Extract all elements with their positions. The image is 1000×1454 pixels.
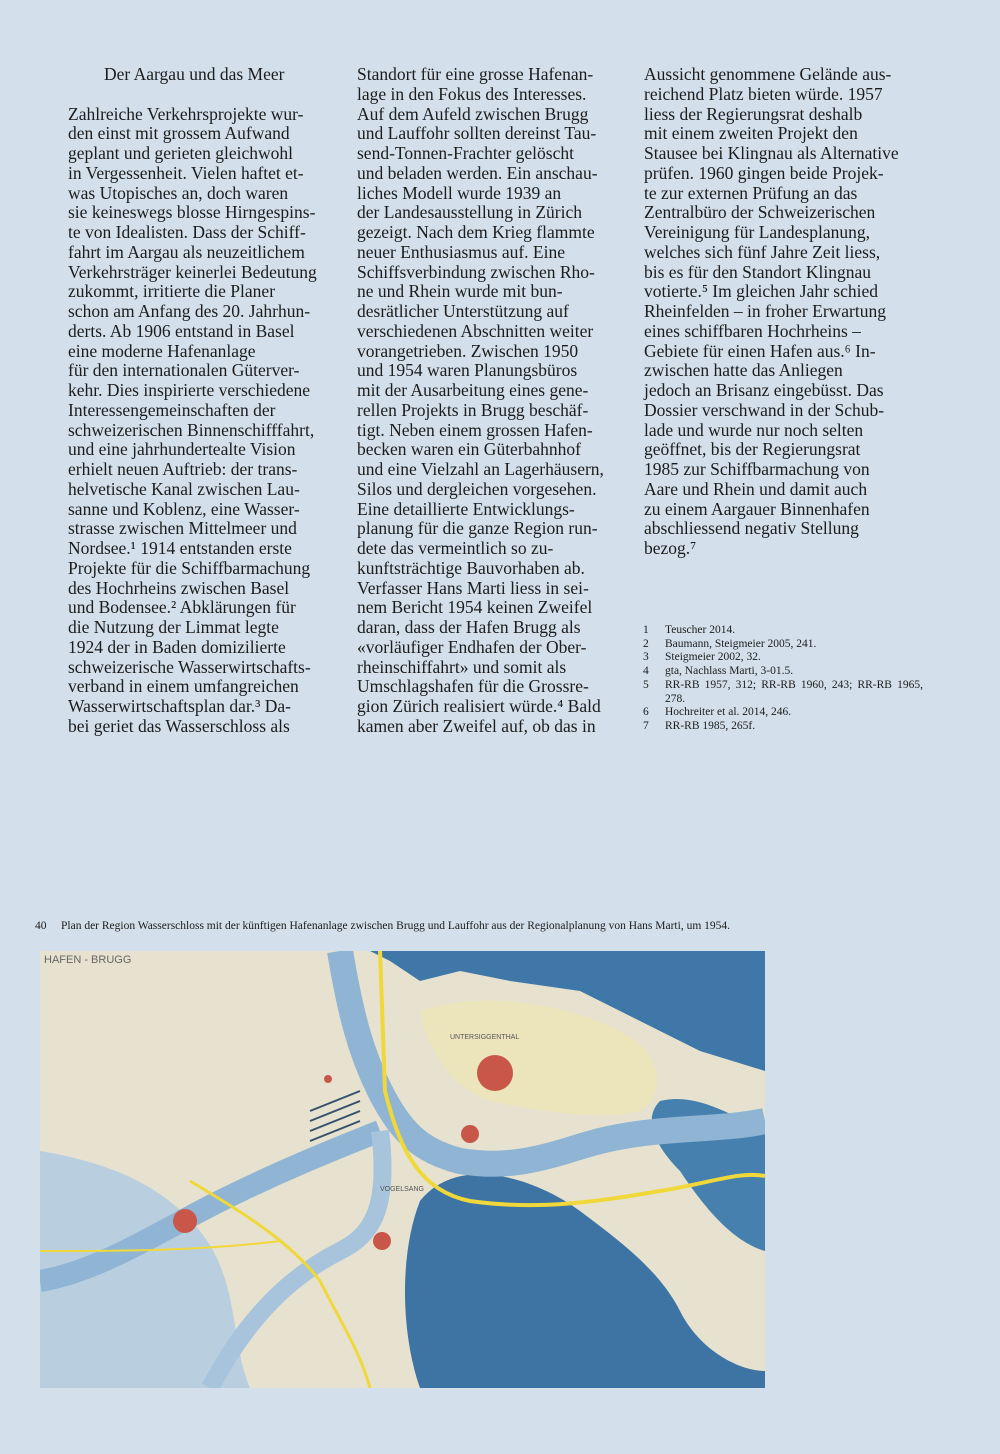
location-marker <box>173 1209 197 1233</box>
text-column-3: Aussicht genommene Gelände aus- reichend Platz bieten würde. 1957 liess der Regierungsrat deshalb mit einem zweiten Projekt den Stausee bei Klingnau als Alternative prüfen. 1960 gingen beide Projek- te zur externen Prüfung an das Zentralbüro der Schweizerischen Vereinigung für Landesplanung, welches sich fünf Jahre Zeit liess, bis es für den Standort Klingnau votierte.⁵ Im gleichen Jahr schied Rheinfelden – in froher Erwartung eines schiffbaren Hochrheins – Gebiete für einen Hafen aus.⁶ In- zwischen hatte das Anliegen jedoch an Brisanz eingebüsst. Das Dossier verschwand in der Schub- lade und wurde nur noch selten geöffnet, bis der Regierungsrat 1985 zur Schiffbarmachung von Aare und Rhein und damit auch zu einem Aargauer Binnenhafen abschliessend negativ Stellung bezog.⁷ <box>644 64 899 558</box>
location-marker <box>461 1125 479 1143</box>
footnote: 5 RR-RB 1957, 312; RR-RB 1960, 243; RR-RB 1965, 278. <box>643 678 923 705</box>
location-marker <box>324 1075 332 1083</box>
column-1-text: Zahlreiche Verkehrsprojekte wur- den einst mit grossem Aufwand geplant und gerieten gleichwohl in Vergessenheit. Vielen haftet et- was Utopisches an, doch waren sie keineswegs blosse Hirngespins- te von Idealisten. Dass der Schiff- fahrt im Aargau als neuzeitlichem Verkehrsträger keinerlei Bedeutung zukommt, irritierte die Planer schon am Anfang des 20. Jahrhun- derts. Ab 1906 entstand in Basel eine moderne Hafenanlage für den internationalen Güterver- kehr. Dies inspirierte verschiedene Interessengemeinschaften der schweizerischen Binnenschifffahrt, und eine jahrhundertealte Vision erhielt neuen Auftrieb: der trans- helvetische Kanal zwischen Lau- sanne und Koblenz, eine Wasser- strasse zwischen Mittelmeer und Nordsee.¹ 1914 entstanden erste Projekte für die Schiffbarmachung des Hochrheins zwischen Basel und Bodensee.² Abklärungen für die Nutzung der Limmat legte 1924 der in Baden domizilierte schweizerische Wasserwirtschafts- verband in einem umfangreichen Wasserwirtschaftsplan dar.³ Da- bei geriet das Wasserschloss als <box>68 103 317 736</box>
footnote: 2 Baumann, Steigmeier 2005, 241. <box>643 637 817 650</box>
figure-caption: 40 Plan der Region Wasserschloss mit der künftigen Hafenanlage zwischen Brugg und Lauffohr aus der Regionalplanung von Hans Marti, um 1954. <box>35 920 731 932</box>
footnotes <box>643 624 923 734</box>
footnote: 6 Hochreiter et al. 2014, 246. <box>643 706 792 719</box>
map-label: VOGELSANG <box>380 1186 424 1193</box>
map-title: HAFEN - BRUGG <box>44 954 132 966</box>
historic-harbour-map <box>40 951 765 1388</box>
footnote: 3 Steigmeier 2002, 32. <box>643 651 761 664</box>
location-marker <box>373 1232 391 1250</box>
footnote: 7 RR-RB 1985, 265f. <box>643 719 756 732</box>
text-column-1 <box>68 65 343 737</box>
section-heading: Der Aargau und das Meer <box>104 64 285 84</box>
map-label: UNTERSIGGENTHAL <box>450 1034 520 1041</box>
location-marker <box>477 1055 513 1091</box>
footnote: 4 gta, Nachlass Marti, 3-01.5. <box>643 665 794 678</box>
footnote: 1 Teuscher 2014. <box>643 624 736 636</box>
text-column-2: Standort für eine grosse Hafenan- lage in den Fokus des Interesses. Auf dem Aufeld zwischen Brugg und Lauffohr sollten dereinst Tau- send-Tonnen-Frachter gelöscht und beladen werden. Ein anschau- liches Modell wurde 1939 an der Landesausstellung in Zürich gezeigt. Nach dem Krieg flammte neuer Enthusiasmus auf. Eine Schiffsverbindung zwischen Rho- ne und Rhein wurde mit bun- desrätlicher Unterstützung auf verschiedenen Abschnitten weiter vorangetrieben. Zwischen 1950 und 1954 waren Planungsbüros mit der Ausarbeitung eines gene- rellen Projekts in Brugg beschäf- tigt. Neben einem grossen Hafen- becken waren ein Güterbahnhof und eine Vielzahl an Lagerhäusern, Silos und dergleichen vorgesehen. Eine detaillierte Entwicklungs- planung für die ganze Region run- dete das vermeintlich so zu- kunftsträchtige Bauvorhaben ab. Verfasser Hans Marti liess in sei- nem Bericht 1954 keinen Zweifel daran, dass der Hafen Brugg als «vorläufiger Endhafen der Ober- rheinschiffahrt» und somit als Umschlagshafen für die Grossre- gion Zürich realisiert würde.⁴ Bald kamen aber Zweifel auf, ob das in <box>357 64 604 736</box>
